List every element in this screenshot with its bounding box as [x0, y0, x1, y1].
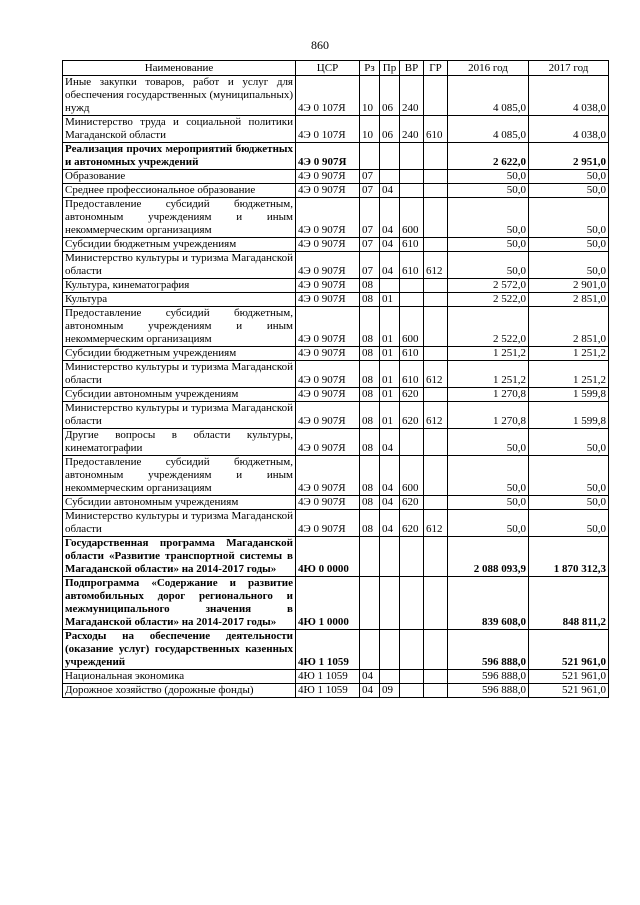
row-name: Субсидии бюджетным учреждениям	[63, 347, 296, 361]
row-amount-2016: 596 888,0	[448, 670, 529, 684]
row-amount-2016: 2 522,0	[448, 307, 529, 347]
table-row	[63, 537, 609, 577]
table-row	[63, 238, 609, 252]
row-pr: 06	[380, 76, 400, 116]
row-amount-2016: 50,0	[448, 170, 529, 184]
row-amount-2016: 1 270,8	[448, 402, 529, 429]
row-amount-2016: 50,0	[448, 456, 529, 496]
row-pr	[380, 170, 400, 184]
row-gr: 610	[424, 116, 448, 143]
row-vr: 610	[400, 238, 424, 252]
row-name: Министерство культуры и туризма Магаданской области	[63, 510, 296, 537]
row-gr	[424, 198, 448, 238]
row-pr: 01	[380, 361, 400, 388]
row-csr: 4Э 0 907Я	[296, 293, 360, 307]
row-gr: 612	[424, 402, 448, 429]
row-pr: 01	[380, 402, 400, 429]
row-rz: 08	[360, 402, 380, 429]
row-csr: 4Э 0 907Я	[296, 347, 360, 361]
row-csr: 4Э 0 907Я	[296, 361, 360, 388]
row-amount-2016: 50,0	[448, 496, 529, 510]
row-pr: 01	[380, 388, 400, 402]
row-gr: 612	[424, 361, 448, 388]
row-rz: 07	[360, 198, 380, 238]
row-amount-2017: 1 251,2	[529, 361, 609, 388]
row-gr	[424, 184, 448, 198]
row-rz	[360, 537, 380, 577]
row-rz: 08	[360, 293, 380, 307]
row-vr: 240	[400, 76, 424, 116]
row-pr: 04	[380, 456, 400, 496]
row-rz: 07	[360, 238, 380, 252]
row-vr: 600	[400, 198, 424, 238]
row-name: Предоставление субсидий бюджетным, автономным учреждениям и иным некоммерческим организациям	[63, 456, 296, 496]
header-vr: ВР	[400, 61, 424, 76]
row-amount-2017: 2 851,0	[529, 293, 609, 307]
row-name: Национальная экономика	[63, 670, 296, 684]
row-rz: 08	[360, 307, 380, 347]
row-pr	[380, 143, 400, 170]
row-amount-2017: 1 870 312,3	[529, 537, 609, 577]
row-amount-2017: 4 038,0	[529, 76, 609, 116]
row-vr: 620	[400, 496, 424, 510]
row-csr: 4Ю 0 0000	[296, 537, 360, 577]
row-csr: 4Э 0 907Я	[296, 456, 360, 496]
row-amount-2017: 50,0	[529, 170, 609, 184]
row-vr	[400, 279, 424, 293]
row-amount-2016: 2 088 093,9	[448, 537, 529, 577]
table-row	[63, 76, 609, 116]
row-rz: 07	[360, 184, 380, 198]
row-name: Расходы на обеспечение деятельности (оказание услуг) государственных казенных учреждений	[63, 630, 296, 670]
row-pr: 04	[380, 238, 400, 252]
row-rz	[360, 630, 380, 670]
row-amount-2016: 596 888,0	[448, 630, 529, 670]
table-row	[63, 388, 609, 402]
row-gr	[424, 577, 448, 630]
row-name: Министерство культуры и туризма Магаданской области	[63, 402, 296, 429]
table-row	[63, 577, 609, 630]
row-pr: 04	[380, 198, 400, 238]
row-pr: 04	[380, 510, 400, 537]
row-gr	[424, 307, 448, 347]
row-rz: 08	[360, 279, 380, 293]
table-row	[63, 684, 609, 698]
table-row	[63, 143, 609, 170]
table-row	[63, 170, 609, 184]
row-pr	[380, 279, 400, 293]
row-vr: 620	[400, 402, 424, 429]
table-row	[63, 279, 609, 293]
row-csr: 4Э 0 907Я	[296, 510, 360, 537]
row-pr: 04	[380, 429, 400, 456]
header-name: Наименование	[63, 61, 296, 76]
row-gr	[424, 143, 448, 170]
row-amount-2016: 2 622,0	[448, 143, 529, 170]
header-2016: 2016 год	[448, 61, 529, 76]
table-row	[63, 402, 609, 429]
row-rz: 08	[360, 347, 380, 361]
row-gr: 612	[424, 252, 448, 279]
row-amount-2016: 596 888,0	[448, 684, 529, 698]
row-amount-2016: 50,0	[448, 252, 529, 279]
row-pr	[380, 577, 400, 630]
row-rz: 10	[360, 76, 380, 116]
row-amount-2017: 521 961,0	[529, 630, 609, 670]
row-rz: 08	[360, 388, 380, 402]
row-rz: 08	[360, 361, 380, 388]
row-gr	[424, 76, 448, 116]
row-amount-2017: 2 901,0	[529, 279, 609, 293]
row-vr: 610	[400, 361, 424, 388]
row-rz: 10	[360, 116, 380, 143]
row-amount-2017: 1 599,8	[529, 388, 609, 402]
row-name: Культура, кинематография	[63, 279, 296, 293]
row-vr	[400, 670, 424, 684]
row-name: Государственная программа Магаданской области «Развитие транспортной системы в Магаданской области» на 2014-2017 годы»	[63, 537, 296, 577]
table-row	[63, 670, 609, 684]
row-rz: 04	[360, 684, 380, 698]
row-name: Подпрограмма «Содержание и развитие автомобильных дорог регионального и межмуниципального значения в Магаданской области» на 2014-2017 годы»	[63, 577, 296, 630]
row-gr	[424, 279, 448, 293]
row-vr	[400, 577, 424, 630]
table-row	[63, 429, 609, 456]
table-row	[63, 510, 609, 537]
row-gr	[424, 456, 448, 496]
row-amount-2016: 1 251,2	[448, 347, 529, 361]
row-amount-2017: 1 599,8	[529, 402, 609, 429]
row-rz: 07	[360, 170, 380, 184]
row-amount-2017: 4 038,0	[529, 116, 609, 143]
table-row	[63, 252, 609, 279]
row-amount-2016: 50,0	[448, 198, 529, 238]
row-vr	[400, 170, 424, 184]
row-amount-2017: 848 811,2	[529, 577, 609, 630]
row-gr	[424, 388, 448, 402]
row-amount-2017: 2 851,0	[529, 307, 609, 347]
row-amount-2016: 1 270,8	[448, 388, 529, 402]
row-gr	[424, 684, 448, 698]
row-vr	[400, 630, 424, 670]
row-csr: 4Э 0 907Я	[296, 429, 360, 456]
row-name: Иные закупки товаров, работ и услуг для обеспечения государственных (муниципальных) нужд	[63, 76, 296, 116]
row-vr	[400, 429, 424, 456]
header-pr: Пр	[380, 61, 400, 76]
row-amount-2017: 50,0	[529, 456, 609, 496]
row-amount-2016: 50,0	[448, 429, 529, 456]
row-vr	[400, 537, 424, 577]
table-row	[63, 184, 609, 198]
page-number: 860	[311, 38, 329, 52]
table-row	[63, 496, 609, 510]
row-amount-2017: 50,0	[529, 184, 609, 198]
row-vr	[400, 293, 424, 307]
table-row	[63, 116, 609, 143]
row-vr: 240	[400, 116, 424, 143]
table-row	[63, 456, 609, 496]
row-csr: 4Э 0 907Я	[296, 143, 360, 170]
row-amount-2016: 4 085,0	[448, 76, 529, 116]
row-amount-2017: 50,0	[529, 198, 609, 238]
row-amount-2017: 50,0	[529, 510, 609, 537]
row-amount-2017: 50,0	[529, 252, 609, 279]
row-csr: 4Э 0 107Я	[296, 116, 360, 143]
row-name: Реализация прочих мероприятий бюджетных и автономных учреждений	[63, 143, 296, 170]
row-vr: 620	[400, 510, 424, 537]
row-vr: 620	[400, 388, 424, 402]
row-name: Культура	[63, 293, 296, 307]
row-csr: 4Ю 1 1059	[296, 684, 360, 698]
row-rz	[360, 143, 380, 170]
row-amount-2016: 2 572,0	[448, 279, 529, 293]
row-csr: 4Э 0 107Я	[296, 76, 360, 116]
row-csr: 4Э 0 907Я	[296, 252, 360, 279]
row-gr	[424, 170, 448, 184]
row-csr: 4Э 0 907Я	[296, 170, 360, 184]
row-amount-2017: 50,0	[529, 496, 609, 510]
row-pr: 04	[380, 496, 400, 510]
row-csr: 4Э 0 907Я	[296, 184, 360, 198]
row-gr	[424, 630, 448, 670]
row-pr: 06	[380, 116, 400, 143]
row-pr: 04	[380, 184, 400, 198]
row-csr: 4Ю 1 1059	[296, 630, 360, 670]
row-gr	[424, 537, 448, 577]
row-amount-2017: 2 951,0	[529, 143, 609, 170]
row-vr: 600	[400, 307, 424, 347]
row-csr: 4Э 0 907Я	[296, 402, 360, 429]
row-vr	[400, 684, 424, 698]
row-rz: 04	[360, 670, 380, 684]
row-gr	[424, 293, 448, 307]
row-pr	[380, 537, 400, 577]
table-header-row	[63, 61, 609, 76]
row-gr	[424, 347, 448, 361]
row-rz: 08	[360, 429, 380, 456]
row-vr: 610	[400, 347, 424, 361]
row-pr: 04	[380, 252, 400, 279]
row-amount-2017: 50,0	[529, 238, 609, 252]
row-vr: 600	[400, 456, 424, 496]
row-gr	[424, 496, 448, 510]
row-name: Министерство культуры и туризма Магаданской области	[63, 361, 296, 388]
row-csr: 4Э 0 907Я	[296, 388, 360, 402]
row-rz: 08	[360, 456, 380, 496]
row-gr	[424, 670, 448, 684]
header-csr: ЦСР	[296, 61, 360, 76]
row-name: Субсидии бюджетным учреждениям	[63, 238, 296, 252]
row-rz: 08	[360, 510, 380, 537]
header-gr: ГР	[424, 61, 448, 76]
row-amount-2017: 50,0	[529, 429, 609, 456]
row-pr	[380, 630, 400, 670]
row-gr: 612	[424, 510, 448, 537]
header-rz: Рз	[360, 61, 380, 76]
table-row	[63, 198, 609, 238]
row-amount-2016: 50,0	[448, 238, 529, 252]
row-pr: 01	[380, 307, 400, 347]
row-pr: 01	[380, 293, 400, 307]
row-name: Субсидии автономным учреждениям	[63, 496, 296, 510]
budget-table	[62, 60, 609, 698]
row-name: Министерство культуры и туризма Магаданской области	[63, 252, 296, 279]
header-2017: 2017 год	[529, 61, 609, 76]
row-name: Предоставление субсидий бюджетным, автономным учреждениям и иным некоммерческим организациям	[63, 198, 296, 238]
row-amount-2016: 839 608,0	[448, 577, 529, 630]
row-amount-2016: 2 522,0	[448, 293, 529, 307]
row-rz: 07	[360, 252, 380, 279]
row-amount-2016: 50,0	[448, 510, 529, 537]
row-name: Субсидии автономным учреждениям	[63, 388, 296, 402]
table-body	[63, 76, 609, 698]
row-pr	[380, 670, 400, 684]
row-csr: 4Э 0 907Я	[296, 496, 360, 510]
row-name: Среднее профессиональное образование	[63, 184, 296, 198]
row-csr: 4Ю 1 0000	[296, 577, 360, 630]
row-amount-2017: 1 251,2	[529, 347, 609, 361]
table-row	[63, 630, 609, 670]
row-name: Дорожное хозяйство (дорожные фонды)	[63, 684, 296, 698]
row-amount-2016: 1 251,2	[448, 361, 529, 388]
row-amount-2017: 521 961,0	[529, 670, 609, 684]
row-rz	[360, 577, 380, 630]
row-pr: 01	[380, 347, 400, 361]
row-name: Предоставление субсидий бюджетным, автономным учреждениям и иным некоммерческим организациям	[63, 307, 296, 347]
row-vr	[400, 143, 424, 170]
row-name: Образование	[63, 170, 296, 184]
table-row	[63, 307, 609, 347]
table-row	[63, 347, 609, 361]
row-csr: 4Ю 1 1059	[296, 670, 360, 684]
row-gr	[424, 238, 448, 252]
row-amount-2016: 50,0	[448, 184, 529, 198]
table-row	[63, 361, 609, 388]
row-csr: 4Э 0 907Я	[296, 198, 360, 238]
row-name: Министерство труда и социальной политики Магаданской области	[63, 116, 296, 143]
row-csr: 4Э 0 907Я	[296, 307, 360, 347]
row-amount-2016: 4 085,0	[448, 116, 529, 143]
row-vr: 610	[400, 252, 424, 279]
row-gr	[424, 429, 448, 456]
row-name: Другие вопросы в области культуры, кинематографии	[63, 429, 296, 456]
row-rz: 08	[360, 496, 380, 510]
row-amount-2017: 521 961,0	[529, 684, 609, 698]
table-row	[63, 293, 609, 307]
row-pr: 09	[380, 684, 400, 698]
row-csr: 4Э 0 907Я	[296, 279, 360, 293]
row-csr: 4Э 0 907Я	[296, 238, 360, 252]
row-vr	[400, 184, 424, 198]
